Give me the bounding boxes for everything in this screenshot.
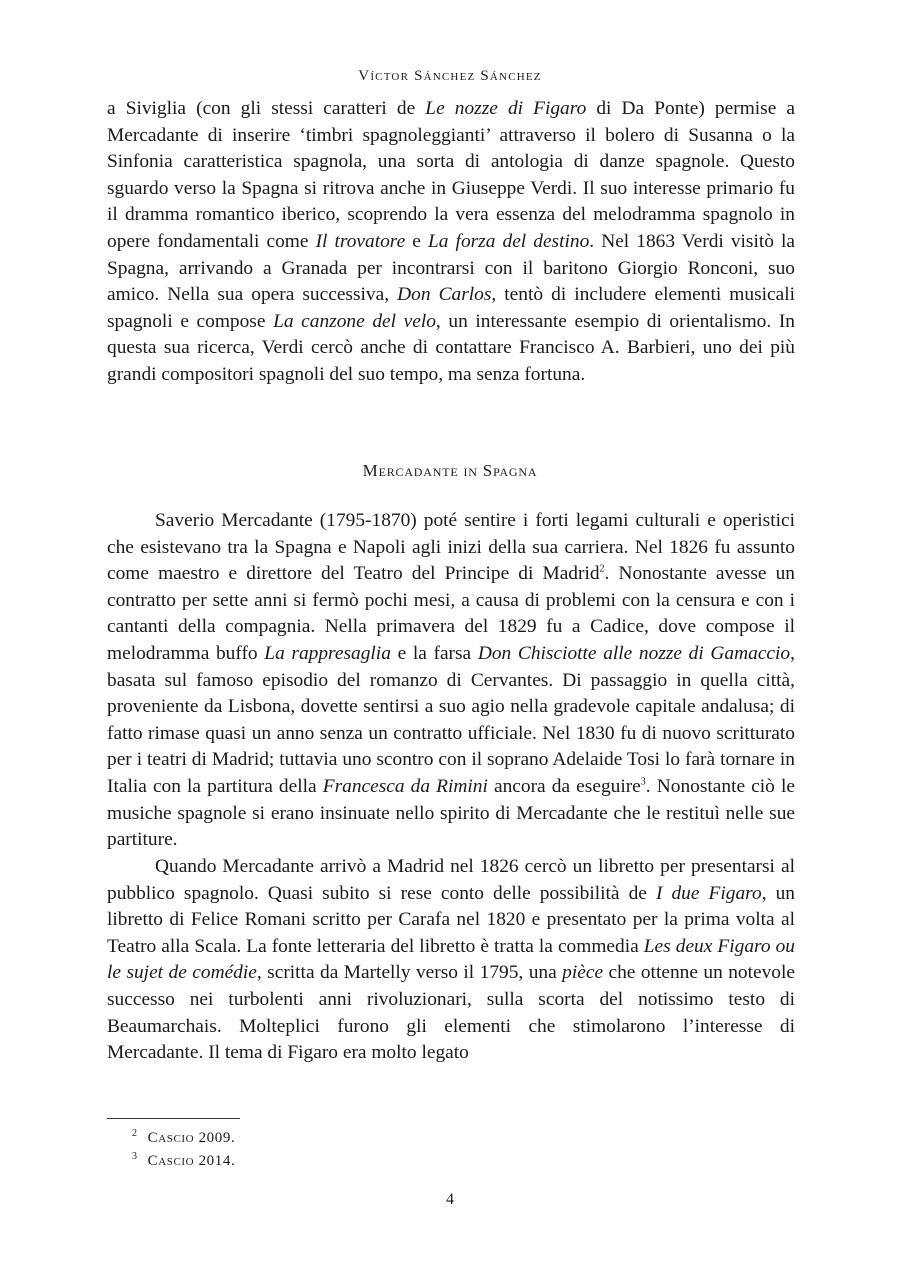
text-run: . Nonostante avesse un contratto per sette anni si fermò pochi mesi, a causa di problemi con la censura e con i cantanti della compagnia. Nella primavera del 1829 fu a Cadice, dove compose il melodramma buffo <box>107 563 795 664</box>
text-run: ancora da eseguire <box>487 775 641 797</box>
opera-title: Don Carlos <box>397 284 492 306</box>
text-run: Quando Mercadante arrivò a Madrid nel 1826 cercò un libretto per presentarsi al pubblico spagnolo. Quasi subito si rese conto delle possibilità de <box>107 856 795 904</box>
italic-term: pièce <box>562 962 604 984</box>
text-run: a Siviglia (con gli stessi caratteri de <box>107 98 426 119</box>
opera-title: Don Chisciotte alle nozze di Gamaccio <box>477 642 791 664</box>
text-run: che ottenne un notevole successo nei turbolenti anni rivoluzionari, sulla scorta del notissimo testo di Beaumarchais. Molteplici furono gli elementi che stimolarono l’interesse di Mercadante. Il tema di Figaro era molto legato <box>107 962 795 1064</box>
footnote-number: 2 <box>132 1128 138 1139</box>
work-title: Les deux Figaro ou le sujet de comédie <box>107 935 795 984</box>
text-run: , scritta da Martelly verso il 1795, una <box>256 962 563 984</box>
footnote-rule <box>107 1118 240 1119</box>
footnote-text: Cascio 2009. <box>147 1130 236 1146</box>
opera-title: I due Figaro <box>655 882 762 904</box>
text-run: , un libretto di Felice Romani scritto per Carafa nel 1820 e presentato per la prima volta al Teatro alla Scala. La fonte letteraria del libretto è tratta la commedia <box>107 882 796 957</box>
opera-title: Il trovatore <box>315 230 406 252</box>
page-number: 4 <box>446 1191 454 1208</box>
running-head: Víctor Sánchez Sánchez <box>358 68 542 84</box>
text-run: di Da Ponte) permise a Mercadante di inserire ‘timbri spagnoleggianti’ attraverso il bolero di Susanna o la Sinfonia caratteristica spagnola, una sorta di antologia di danze spagnole. Questo sguardo verso la Spagna si ritrova anche in Giuseppe Verdi. Il suo interesse primario fu il dramma romantico iberico, scoprendo la vera essenza del melodramma spagnolo in opere fondamentali come <box>107 98 796 252</box>
text-run: , un interessante esempio di orientalismo. In questa sua ricerca, Verdi cercò anche di contattare Francisco A. Barbieri, uno dei più grandi compositori spagnoli del suo tempo, ma senza fortuna. <box>107 310 795 385</box>
opera-title: La forza del destino <box>428 230 590 252</box>
text-run: . Nel 1863 Verdi visitò la Spagna, arrivando a Granada per incontrarsi con il baritono Giorgio Ronconi, suo amico. Nella sua opera successiva, <box>107 230 796 306</box>
text-run: e la farsa <box>390 642 478 664</box>
footnote-ref[interactable]: 3 <box>640 776 646 788</box>
footnote-ref[interactable]: 2 <box>599 563 605 575</box>
text-run: , basata sul famoso episodio del romanzo di Cervantes. Di passaggio in quella città, proveniente da Lisbona, dovette sentirsi a suo agio nella gradevole capitale andalusa; di fatto rimase quasi un anno senza un contratto ufficiale. Nel 1830 fu di nuovo scritturato per i teatri di Madrid; tuttavia uno scontro con il soprano Adelaide Tosi lo farà tornare in Italia con la partitura della <box>107 642 795 797</box>
paragraph-2 <box>107 508 795 854</box>
text-run: , tentò di includere elementi musicali spagnoli e compose <box>107 284 795 332</box>
opera-title: Francesca da Rimini <box>322 775 488 797</box>
paragraph-3 <box>107 854 795 1067</box>
footnote-text: Cascio 2014. <box>147 1153 236 1169</box>
section-heading: Mercadante in Spagna <box>362 461 538 480</box>
footnote-3 <box>132 1151 235 1170</box>
text-run: e <box>405 230 428 252</box>
footnote-number: 3 <box>132 1151 138 1162</box>
opera-title: La rappresaglia <box>264 642 391 664</box>
text-run: Saverio Mercadante (1795-1870) poté sentire i forti legami culturali e operistici che esistevano tra la Spagna e Napoli agli inizi della sua carriera. Nel 1826 fu assunto come maestro e direttore del Teatro del Principe di Madrid <box>107 510 795 585</box>
footnote-2 <box>132 1128 235 1147</box>
paragraph-1 <box>107 96 795 389</box>
opera-title: Le nozze di Figaro <box>425 98 587 119</box>
work-title: La canzone del velo <box>273 310 436 332</box>
text-run: . Nonostante ciò le musiche spagnole si erano insinuate nello spirito di Mercadante che le restituì nelle sue partiture. <box>107 775 795 851</box>
